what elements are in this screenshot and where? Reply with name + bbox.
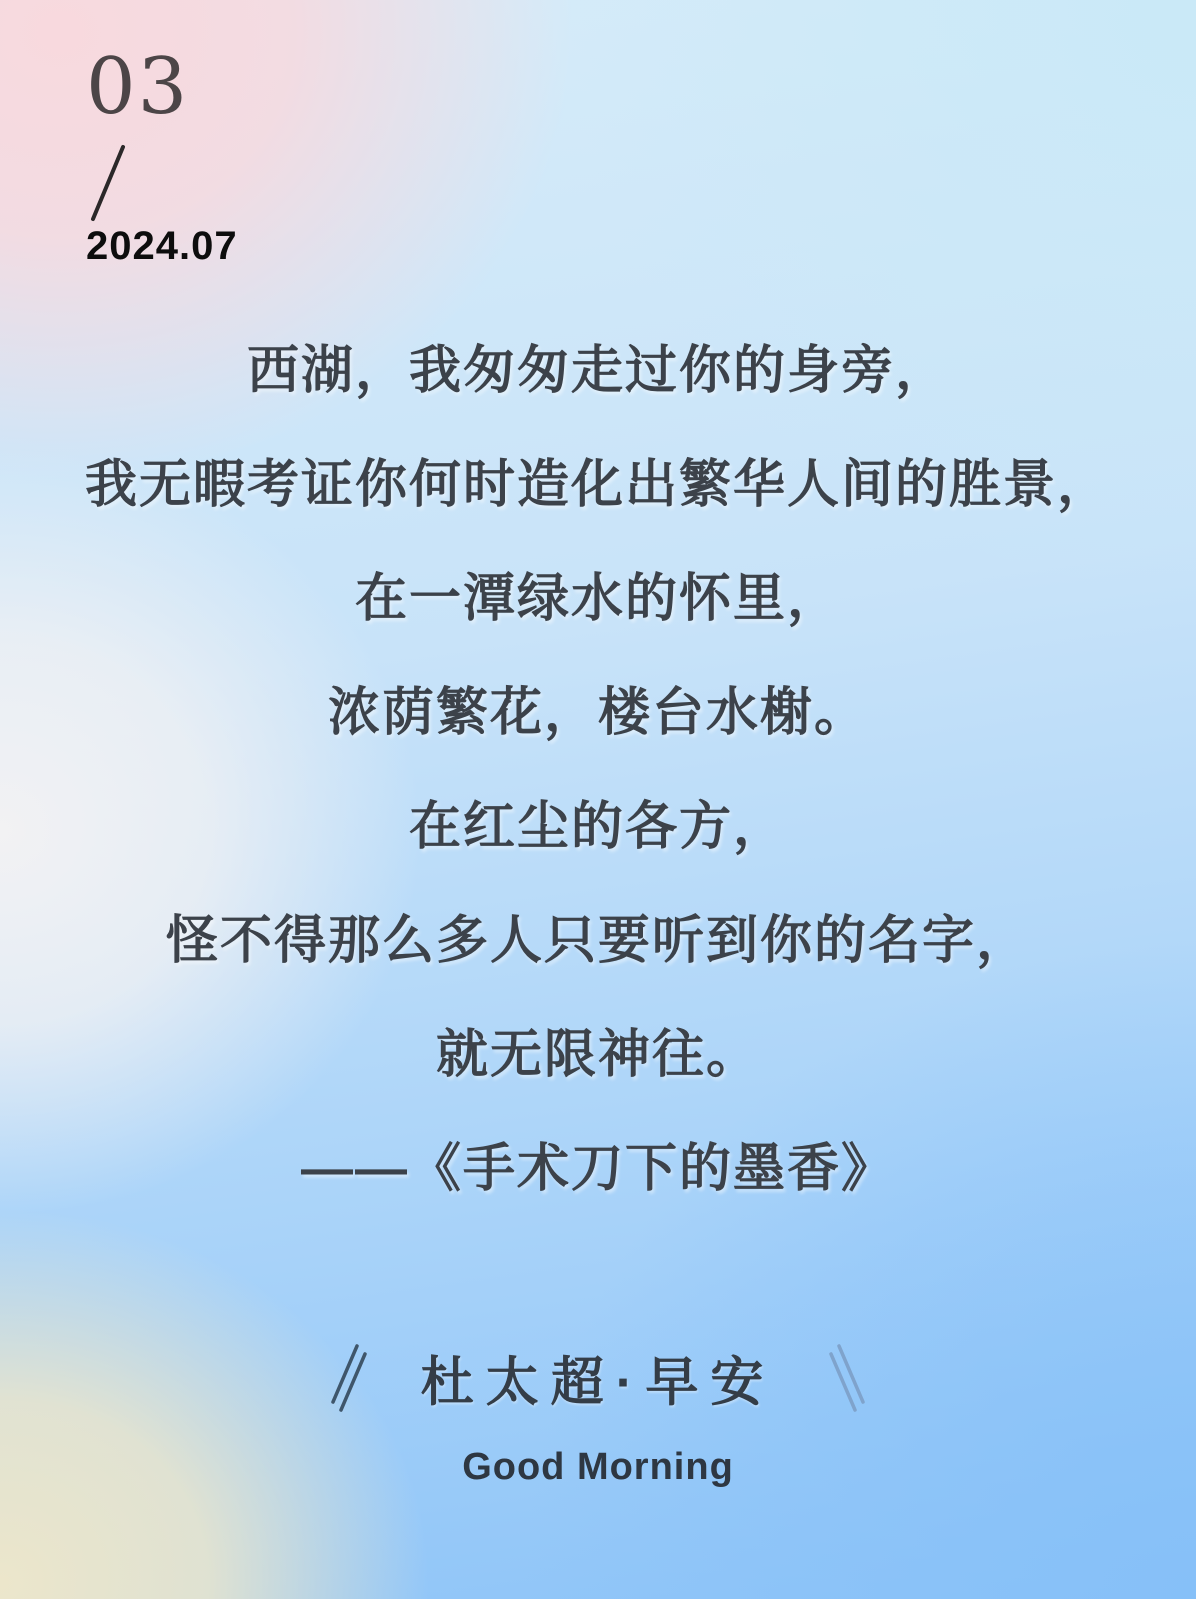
author-line: 杜太超·早安 [420,1353,776,1412]
footer-author-row [0,1340,1196,1416]
poem-line: 浓荫繁花，楼台水榭。 [327,683,868,742]
date-text: 2024.07 [86,224,238,268]
poem-line: 在一潭绿水的怀里， [354,569,841,628]
poem-line: 就无限神往。 [435,1025,760,1084]
issue-number: 03 [86,42,190,132]
poem-block [0,308,1196,1220]
poem-line: 怪不得那么多人只要听到你的名字， [165,911,1030,970]
poem-line: 我无暇考证你何时造化出繁华人间的胜景， [84,455,1111,514]
footer-subtitle-en: Good Morning [462,1446,734,1488]
poem-line: 西湖，我匆匆走过你的身旁， [246,341,949,400]
poem-source-line: ——《手术刀下的墨香》 [300,1139,895,1198]
poem-line: 在红尘的各方， [408,797,787,856]
double-back-slash-icon [827,1342,869,1414]
double-forward-slash-icon [327,1342,369,1414]
slash-divider-icon [85,143,131,223]
